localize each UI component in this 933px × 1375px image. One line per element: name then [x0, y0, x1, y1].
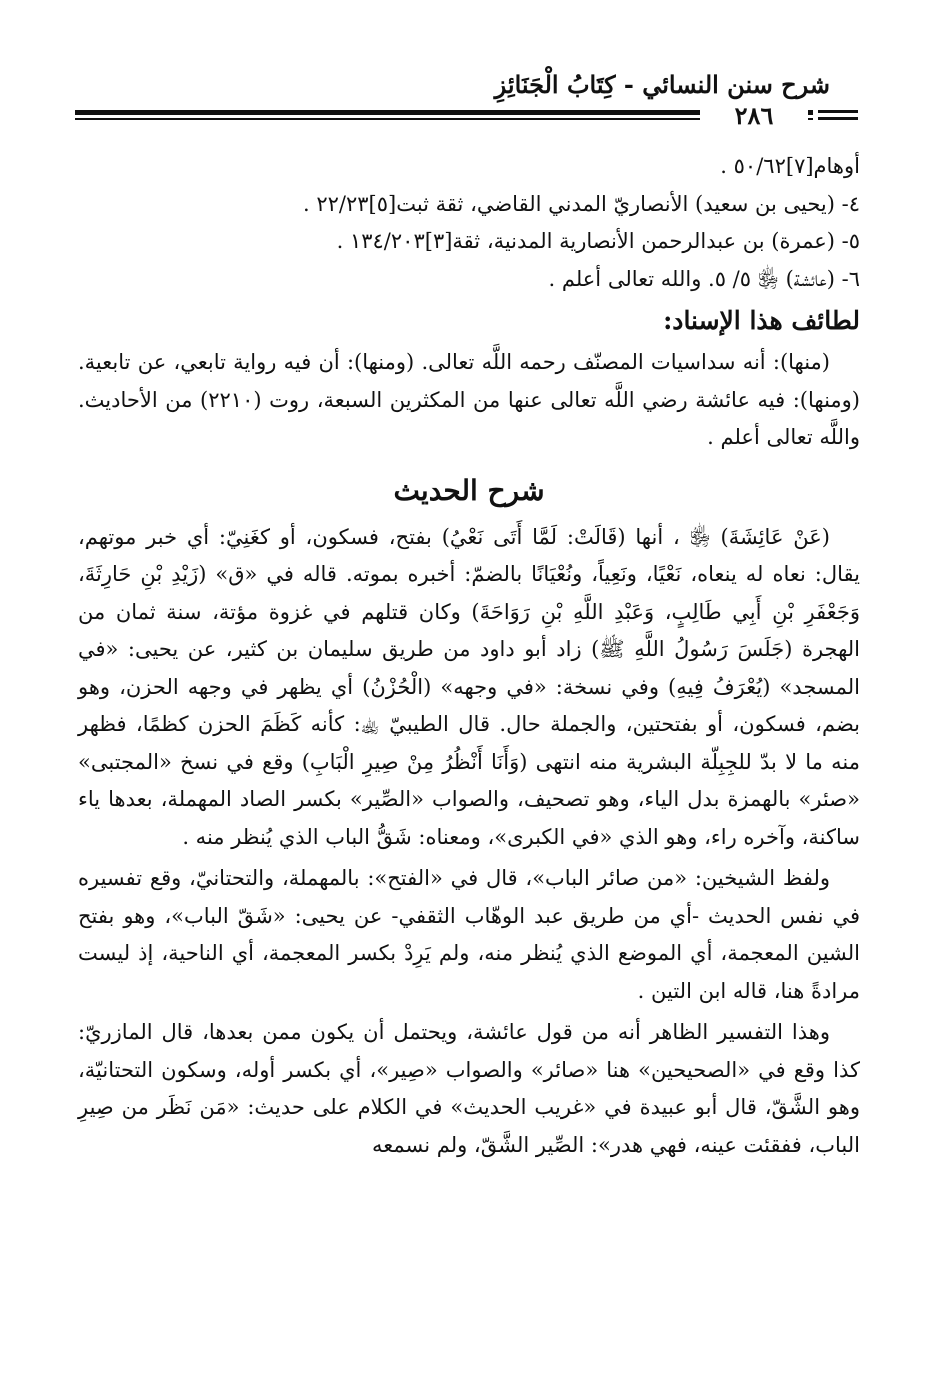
header-rule-right-bottom [818, 117, 858, 120]
lataif-heading: لطائف هذا الإسناد: [663, 306, 860, 335]
sharh-paragraph: ولفظ الشيخين: «من صائر الباب»، قال في «الفتح»: بالمهملة، والتحتانيّ، وقع تفسيره في نفس الحديث -أي من طريق عبد الوهّاب الثقفي- عن يحيى: «شَقّ الباب»، وهو بفتح الشين المعجمة، أي الموضع الذي يُنظر منه، ولم يَرِدْ بكسر المعجمة، أي الناحية، إذ ليست مرادةً هنا، قاله ابن التين . [78, 866, 860, 1003]
narrator-item: ٤- (يحيى بن سعيد) الأنصاريّ المدني القاضي، ثقة ثبت[٥]٢٢/٢٣ . [302, 191, 860, 216]
running-header-title: شرح سنن النسائي - كِتَابُ الْجَنَائِزِ [494, 70, 830, 99]
narrator-item: ٥- (عمرة) بن عبدالرحمن الأنصارية المدنية، ثقة[٣]١٣٤/٢٠٣ . [336, 229, 860, 253]
lataif-text: (منها): أنه سداسيات المصنّف رحمه اللَّه تعالى. (ومنها): أن فيه رواية تابعي، عن تابعية. (ومنها): فيه عائشة رضي اللَّه تعالى عنها من المكثرين السبعة، روت (٢٢١٠) من الأحاديث. واللَّه تعالى أعلم . [78, 350, 860, 449]
sharh-paragraph: وهذا التفسير الظاهر أنه من قول عائشة، ويحتمل أن يكون ممن بعدها، قال المازريّ: كذا وقع في «الصحيحين» هنا «صائر» والصواب «صِير»، أي بكسر أوله، وسكون التحتانيّة، وهو الشَّقّ، قال أبو عبيدة في «غريب الحديث» في الكلام على حديث: «مَن نَظَر من صِيرِ الباب، ففقئت عينه، فهي هدر»: الصِّير الشَّقّ، ولم نسمعه [78, 1020, 860, 1157]
sharh-heading: شرح الحديث [393, 473, 545, 507]
page-content [78, 148, 860, 1164]
narrator-continuation: أوهام[٧]٥٠/٦٢ . [720, 154, 860, 178]
narrator-item: ٦- (عائشة) ﵂ ٥/ ٥. والله تعالى أعلم . [548, 266, 860, 291]
header-rule-right-top [818, 110, 858, 113]
sharh-paragraph: (عَنْ عَائِشَةَ) ﵂ ، أنها (قَالَتْ: لَمَّا أَتَى نَعْيُ) بفتح، فسكون، أو كغَنِيّ: أي خبر موتهم، يقال: نعاه له ينعاه، نَعْيًا، ونَعِياً، ونُعْيَانًا بالضمّ: أخبره بموته. قاله في «ق» (زَيْدِ بْنِ حَارِثَةَ، وَجَعْفَرِ بْنِ أَبِي طَالِبٍ، وَعَبْدِ اللَّهِ بْنِ رَوَاحَةَ) وكان قتلهم في غزوة مؤتة، سنة ثمان من الهجرة (جَلَسَ رَسُولُ اللَّهِ ﷺ) زاد أبو داود من طريق سليمان بن كثير، عن يحيى: «في المسجد» (يُعْرَفُ فِيهِ) وفي نسخة: «في وجهه» (الْحُزْنُ) أي يظهر في وجهه الحزن، وهو بضم، فسكون، أو بفتحتين، والجملة حال. قال الطيبيّ ﵀: كأنه كَظَمَ الحزن كظمًا، فظهر منه ما لا بدّ للجِبِلّة البشرية منه انتهى (وَأَنَا أَنْظُرُ مِنْ صِيرِ الْبَابِ) وقع في نسخ «المجتبى» «صئر» بالهمزة بدل الياء، وهو تصحيف، والصواب «الصِّير» بكسر الصاد المهملة، بعدها ياء ساكنة، وآخره راء، وهو الذي «في الكبرى»، ومعناه: شَقُّ الباب الذي يُنظر منه . [78, 524, 860, 849]
page-number: ٢٨٦ [700, 100, 808, 132]
